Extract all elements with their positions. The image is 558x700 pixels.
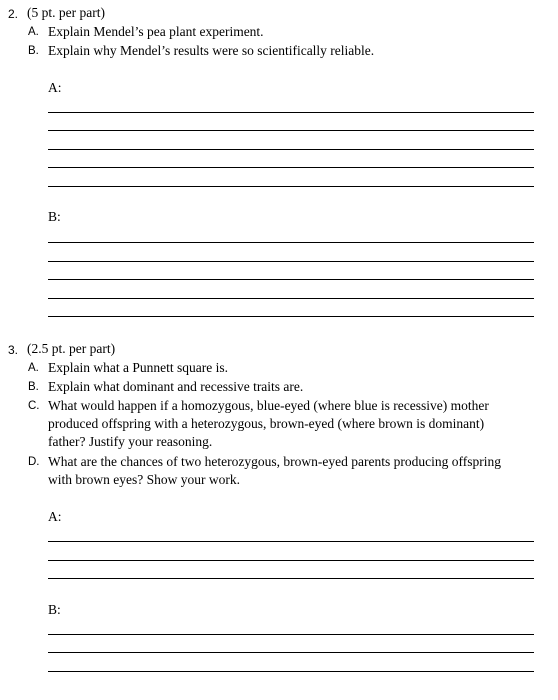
answer-line[interactable]	[48, 541, 534, 542]
part-letter: A.	[28, 26, 39, 38]
answer-line[interactable]	[48, 261, 534, 262]
part-letter: B.	[28, 381, 39, 393]
part-letter: C.	[28, 400, 40, 412]
answer-line[interactable]	[48, 316, 534, 317]
part-text: with brown eyes? Show your work.	[48, 472, 240, 487]
answer-label-a: A:	[48, 80, 62, 95]
part-letter: B.	[28, 45, 39, 57]
part-text: produced offspring with a heterozygous, brown-eyed (where brown is dominant)	[48, 416, 485, 431]
answer-line[interactable]	[48, 652, 534, 653]
answer-line[interactable]	[48, 149, 534, 150]
answer-line[interactable]	[48, 578, 534, 579]
answer-line[interactable]	[48, 279, 534, 280]
answer-line[interactable]	[48, 167, 534, 168]
answer-line[interactable]	[48, 112, 534, 113]
answer-line[interactable]	[48, 186, 534, 187]
part-text: What would happen if a homozygous, blue-eyed (where blue is recessive) mother	[48, 398, 489, 413]
answer-label-b: B:	[48, 602, 61, 617]
question-points: (2.5 pt. per part)	[27, 341, 116, 356]
part-text: father? Justify your reasoning.	[48, 434, 213, 449]
answer-line[interactable]	[48, 298, 534, 299]
answer-line[interactable]	[48, 130, 534, 131]
part-text: Explain why Mendel’s results were so scientifically reliable.	[48, 43, 375, 58]
answer-line[interactable]	[48, 671, 534, 672]
question-number: 3.	[8, 343, 19, 357]
part-letter: A.	[28, 362, 39, 374]
question-number: 2.	[8, 7, 19, 21]
part-text: What are the chances of two heterozygous, brown-eyed parents producing offspring	[48, 454, 501, 469]
answer-line[interactable]	[48, 242, 534, 243]
answer-label-b: B:	[48, 209, 61, 224]
part-text: Explain Mendel’s pea plant experiment.	[48, 24, 264, 39]
answer-line[interactable]	[48, 634, 534, 635]
answer-line[interactable]	[48, 560, 534, 561]
part-text: Explain what dominant and recessive traits are.	[48, 379, 304, 394]
part-text: Explain what a Punnett square is.	[48, 360, 228, 375]
part-letter: D.	[28, 456, 40, 468]
answer-label-a: A:	[48, 509, 62, 524]
question-points: (5 pt. per part)	[27, 5, 105, 20]
